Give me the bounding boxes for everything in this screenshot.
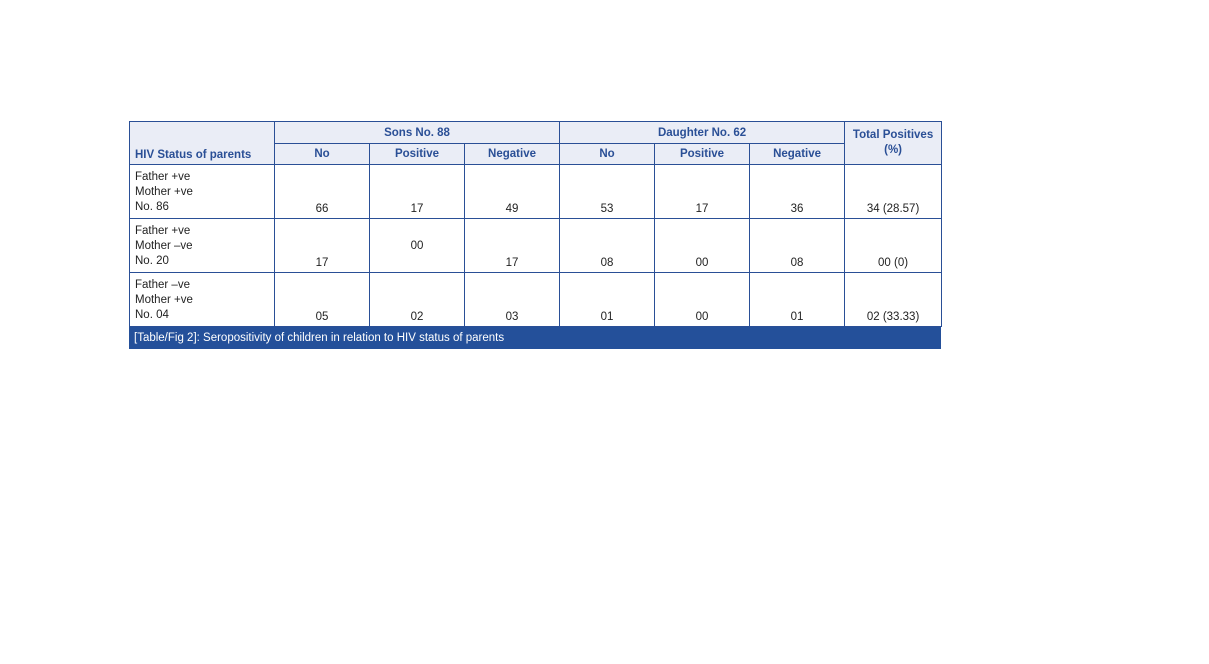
row-status — [130, 165, 275, 219]
header-sons-group: Sons No. 88 — [275, 122, 560, 144]
status-mother: Mother –ve — [135, 240, 193, 252]
cell-sons-no: 05 — [275, 273, 370, 327]
header-daughter-positive: Positive — [655, 144, 750, 165]
table-row — [130, 165, 942, 219]
seropositivity-table — [129, 121, 942, 327]
row-status — [130, 273, 275, 327]
cell-daughter-no: 53 — [560, 165, 655, 219]
cell-daughter-negative: 08 — [750, 219, 845, 273]
table-caption: [Table/Fig 2]: Seropositivity of children in relation to HIV status of parents — [129, 327, 941, 349]
cell-sons-positive: 00 — [370, 219, 465, 273]
table-row — [130, 273, 942, 327]
header-total-line2: (%) — [884, 144, 902, 156]
header-sons-negative: Negative — [465, 144, 560, 165]
cell-total: 00 (0) — [845, 219, 942, 273]
row-status — [130, 219, 275, 273]
cell-sons-no: 17 — [275, 219, 370, 273]
cell-daughter-positive: 00 — [655, 273, 750, 327]
cell-daughter-no: 01 — [560, 273, 655, 327]
status-father: Father +ve — [135, 171, 191, 183]
cell-sons-positive: 17 — [370, 165, 465, 219]
header-sons-no: No — [275, 144, 370, 165]
status-father: Father +ve — [135, 225, 191, 237]
table-row — [130, 219, 942, 273]
cell-sons-negative: 49 — [465, 165, 560, 219]
status-count: No. 20 — [135, 255, 169, 267]
header-daughter-group: Daughter No. 62 — [560, 122, 845, 144]
cell-daughter-negative: 01 — [750, 273, 845, 327]
seropositivity-table-figure — [129, 121, 941, 349]
status-count: No. 86 — [135, 201, 169, 213]
header-hiv-status: HIV Status of parents — [130, 122, 275, 165]
cell-daughter-positive: 00 — [655, 219, 750, 273]
cell-daughter-negative: 36 — [750, 165, 845, 219]
status-mother: Mother +ve — [135, 294, 193, 306]
status-father: Father –ve — [135, 279, 190, 291]
status-mother: Mother +ve — [135, 186, 193, 198]
header-sons-positive: Positive — [370, 144, 465, 165]
cell-sons-no: 66 — [275, 165, 370, 219]
header-daughter-no: No — [560, 144, 655, 165]
cell-total: 02 (33.33) — [845, 273, 942, 327]
header-total-line1: Total Positives — [852, 129, 934, 141]
header-daughter-negative: Negative — [750, 144, 845, 165]
cell-sons-positive: 02 — [370, 273, 465, 327]
cell-sons-negative: 17 — [465, 219, 560, 273]
cell-total: 34 (28.57) — [845, 165, 942, 219]
cell-sons-negative: 03 — [465, 273, 560, 327]
cell-daughter-no: 08 — [560, 219, 655, 273]
status-count: No. 04 — [135, 309, 169, 321]
cell-daughter-positive: 17 — [655, 165, 750, 219]
header-total-positives — [845, 122, 942, 165]
